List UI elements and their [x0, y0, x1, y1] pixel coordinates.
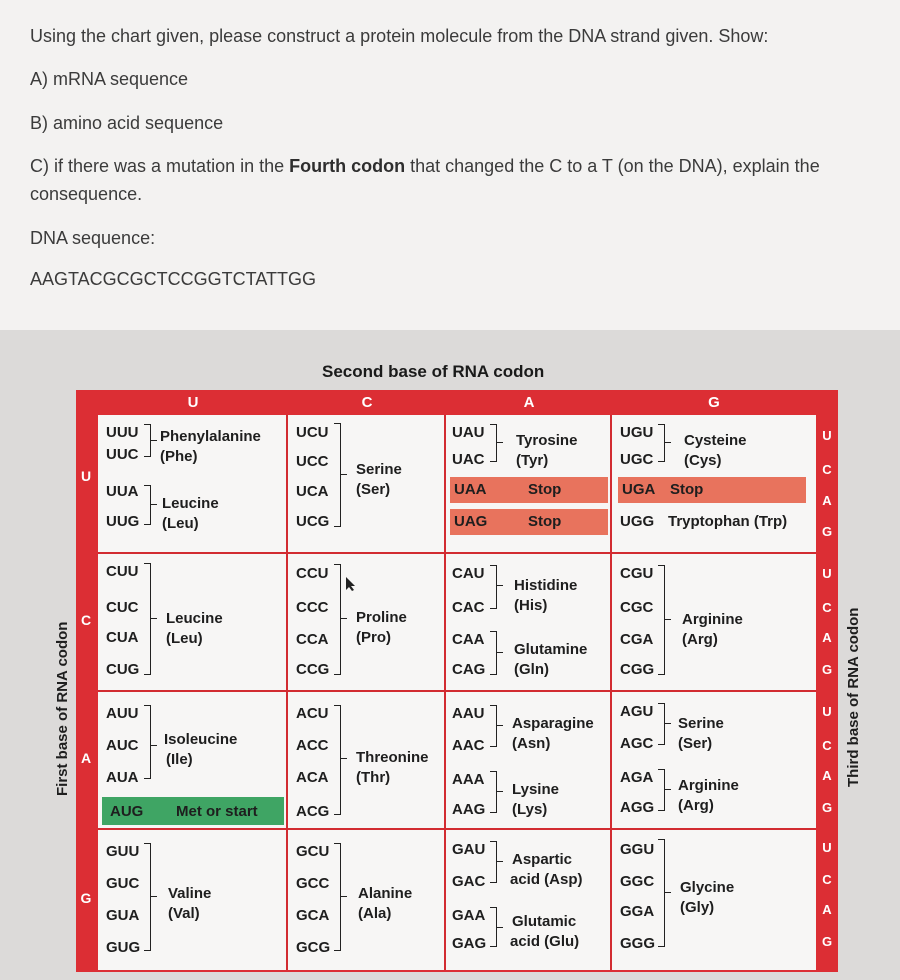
codon: CAA [452, 631, 485, 648]
third-base-c-4: C [822, 872, 832, 887]
amino-abbr: (Arg) [678, 797, 714, 814]
codon: CUC [106, 599, 139, 616]
codon: UCC [296, 453, 329, 470]
codon: UCG [296, 513, 330, 530]
amino-abbr: (Ser) [356, 481, 391, 498]
bracket [490, 771, 497, 813]
amino-abbr: (Thr) [356, 769, 391, 786]
codon: GGC [620, 873, 655, 890]
codon: CUU [106, 563, 139, 580]
amino-abbr: (Arg) [682, 631, 718, 648]
codon: UAU [452, 424, 485, 441]
bracket [144, 705, 151, 779]
codon: AUC [106, 737, 139, 754]
first-base-u: U [80, 468, 92, 484]
third-base-c-3: C [822, 738, 832, 753]
bracket-tick [341, 618, 347, 619]
amino-abbr: acid (Glu) [510, 933, 580, 950]
second-base-g: G [708, 394, 720, 411]
codon: UGG [620, 513, 655, 530]
amino-abbr: (Gly) [680, 899, 715, 916]
bracket-tick [665, 789, 671, 790]
bracket [658, 769, 665, 811]
codon: CAU [452, 565, 485, 582]
codon: AAA [452, 771, 485, 788]
codon-grid [98, 415, 816, 970]
amino-abbr: acid (Asp) [510, 871, 583, 888]
amino-acid: Cysteine [684, 432, 747, 449]
first-base-axis-label: First base of RNA codon [54, 621, 71, 796]
bracket [144, 485, 151, 525]
codon: UGA [622, 481, 656, 498]
amino-acid: Serine [356, 461, 402, 478]
amino-acid: Arginine [682, 611, 743, 628]
amino-abbr: (Lys) [512, 801, 548, 818]
codon: UAA [454, 481, 487, 498]
divider [98, 552, 816, 554]
codon: GAU [452, 841, 486, 858]
bracket [144, 424, 151, 457]
amino-acid: Aspartic [512, 851, 573, 868]
codon: GUU [106, 843, 140, 860]
codon: GAA [452, 907, 486, 924]
codon: GAC [452, 873, 486, 890]
codon: AAU [452, 705, 485, 722]
amino-abbr: (Cys) [684, 452, 722, 469]
codon: ACC [296, 737, 329, 754]
amino-acid: Asparagine [512, 715, 594, 732]
amino-acid: Isoleucine [164, 731, 238, 748]
third-base-axis-label: Third base of RNA codon [845, 607, 862, 787]
third-base-a-1: A [822, 493, 832, 508]
codon: GGU [620, 841, 655, 858]
stop-label: Stop [670, 481, 704, 498]
third-base-u-4: U [822, 840, 832, 855]
bracket-tick [341, 896, 347, 897]
bracket-tick [151, 896, 157, 897]
codon: ACG [296, 803, 330, 820]
amino-abbr: (Asn) [512, 735, 551, 752]
bracket [658, 565, 665, 675]
amino-acid: Valine [168, 885, 212, 902]
codon: UGU [620, 424, 654, 441]
codon: CCC [296, 599, 329, 616]
amino-acid: Lysine [512, 781, 559, 798]
codon: AGA [620, 769, 654, 786]
third-base-a-4: A [822, 902, 832, 917]
chart-title: Second base of RNA codon [322, 362, 545, 381]
amino-acid: Glycine [680, 879, 735, 896]
bracket [490, 424, 497, 462]
third-base-g-3: G [821, 800, 833, 815]
part-c-text-1: C) if there was a mutation in the [30, 156, 290, 176]
amino-abbr: (Tyr) [516, 452, 549, 469]
question-part-b: B) amino acid sequence [30, 113, 224, 133]
bracket-tick [665, 892, 671, 893]
codon: AGC [620, 735, 654, 752]
bracket-tick [151, 618, 157, 619]
amino-acid: Threonine [356, 749, 429, 766]
bracket [490, 631, 497, 675]
cursor-arrow-icon [344, 576, 358, 592]
stop-label: Stop [528, 481, 562, 498]
first-base-c: C [80, 612, 92, 628]
third-base-g-2: G [821, 662, 833, 677]
amino-acid: Glutamic [512, 913, 577, 930]
codon: UUA [106, 483, 139, 500]
codon: UCA [296, 483, 329, 500]
third-base-u-2: U [822, 566, 832, 581]
bracket [334, 423, 341, 527]
codon: GUA [106, 907, 140, 924]
third-base-g-1: G [821, 524, 833, 539]
bracket-tick [665, 442, 671, 443]
question-intro: Using the chart given, please construct a protein molecule from the DNA strand given. Show: [30, 26, 769, 46]
codon: CCA [296, 631, 329, 648]
bracket-tick [665, 723, 671, 724]
amino-acid: Histidine [514, 577, 578, 594]
part-c-text-2: that changed the C to a T (on the DNA), explain the consequence. [30, 156, 820, 204]
codon: UGC [620, 451, 654, 468]
codon: UUG [106, 513, 140, 530]
amino-acid: Leucine [162, 495, 219, 512]
bracket [334, 705, 341, 815]
codon: CGG [620, 661, 655, 678]
codon: AUU [106, 705, 139, 722]
codon: ACA [296, 769, 329, 786]
codon: ACU [296, 705, 329, 722]
third-base-u-1: U [822, 428, 832, 443]
question-panel [0, 0, 900, 330]
second-base-a: A [523, 394, 535, 411]
divider [286, 415, 288, 970]
codon: CUA [106, 629, 139, 646]
amino-acid: Arginine [678, 777, 739, 794]
amino-acid: Proline [356, 609, 407, 626]
codon: CGC [620, 599, 654, 616]
bracket [658, 839, 665, 947]
amino-acid: Tyrosine [516, 432, 578, 449]
amino-acid: Phenylalanine [160, 428, 261, 445]
first-base-g: G [80, 890, 92, 906]
bracket [144, 843, 151, 951]
amino-abbr: (Ser) [678, 735, 713, 752]
codon: GCU [296, 843, 330, 860]
third-base-c-1: C [822, 462, 832, 477]
third-base-c-2: C [822, 600, 832, 615]
divider [98, 690, 816, 692]
amino-acid: Alanine [358, 885, 413, 902]
bracket-tick [341, 758, 347, 759]
bracket-tick [341, 474, 347, 475]
codon: CCU [296, 565, 329, 582]
codon: CCG [296, 661, 330, 678]
bracket-tick [151, 504, 157, 505]
codon: GUG [106, 939, 141, 956]
codon: GGG [620, 935, 656, 952]
bracket [658, 424, 665, 462]
codon: GCG [296, 939, 331, 956]
amino-abbr: (Leu) [166, 630, 203, 647]
codon: AUG [110, 803, 144, 820]
bracket-tick [497, 927, 503, 928]
codon: CAC [452, 599, 485, 616]
codon: GCC [296, 875, 330, 892]
bracket-tick [151, 745, 157, 746]
codon: GCA [296, 907, 330, 924]
third-base-g-4: G [821, 934, 833, 949]
amino-acid: Glutamine [514, 641, 588, 658]
question-part-c [30, 152, 860, 208]
bracket [334, 564, 341, 675]
codon: AAC [452, 737, 485, 754]
bracket [658, 703, 665, 745]
amino-acid: Serine [678, 715, 724, 732]
third-base-a-2: A [822, 630, 832, 645]
codon: CGU [620, 565, 654, 582]
third-base-u-3: U [822, 704, 832, 719]
amino-abbr: (Val) [168, 905, 200, 922]
question-part-a: A) mRNA sequence [30, 69, 189, 89]
codon: GAG [452, 935, 487, 952]
stop-label: Stop [528, 513, 562, 530]
second-base-c: C [361, 394, 373, 411]
codon: CUG [106, 661, 140, 678]
codon: AGG [620, 799, 655, 816]
bracket-tick [497, 585, 503, 586]
bracket-tick [497, 861, 503, 862]
amino-abbr: (Pro) [356, 629, 391, 646]
bracket [490, 565, 497, 609]
bracket [144, 563, 151, 675]
bracket-tick [497, 652, 503, 653]
dna-sequence: AAGTACGCGCTCCGGTCTATTGG [30, 269, 316, 289]
divider [444, 415, 446, 970]
codon: UUU [106, 424, 139, 441]
bracket-tick [497, 725, 503, 726]
bracket [490, 907, 497, 947]
amino-abbr: (Ala) [358, 905, 392, 922]
first-base-a: A [80, 750, 92, 766]
amino-abbr: (Gln) [514, 661, 549, 678]
bracket [334, 843, 341, 951]
dna-label: DNA sequence: [30, 228, 156, 248]
bracket [490, 705, 497, 747]
second-base-u: U [187, 394, 199, 411]
amino-abbr: (His) [514, 597, 548, 614]
divider [610, 415, 612, 970]
codon: UAC [452, 451, 485, 468]
codon: AGU [620, 703, 654, 720]
start-label: Met or start [176, 803, 258, 820]
amino-abbr: (Leu) [162, 515, 199, 532]
codon: UCU [296, 424, 329, 441]
bracket-tick [497, 442, 503, 443]
codon: UUC [106, 446, 139, 463]
amino-acid: Tryptophan (Trp) [668, 513, 788, 530]
bracket-tick [665, 619, 671, 620]
part-c-bold: Fourth codon [289, 156, 406, 176]
bracket-tick [497, 791, 503, 792]
bracket-tick [151, 440, 157, 441]
codon: CGA [620, 631, 654, 648]
third-base-a-3: A [822, 768, 832, 783]
codon: CAG [452, 661, 486, 678]
codon: UAG [454, 513, 488, 530]
codon: GUC [106, 875, 140, 892]
divider [98, 828, 816, 830]
amino-abbr: (Ile) [166, 751, 193, 768]
bracket [490, 841, 497, 883]
amino-acid: Leucine [166, 610, 223, 627]
codon-chart [76, 390, 838, 972]
codon: AAG [452, 801, 486, 818]
codon: AUA [106, 769, 139, 786]
amino-abbr: (Phe) [160, 448, 198, 465]
codon: GGA [620, 903, 655, 920]
